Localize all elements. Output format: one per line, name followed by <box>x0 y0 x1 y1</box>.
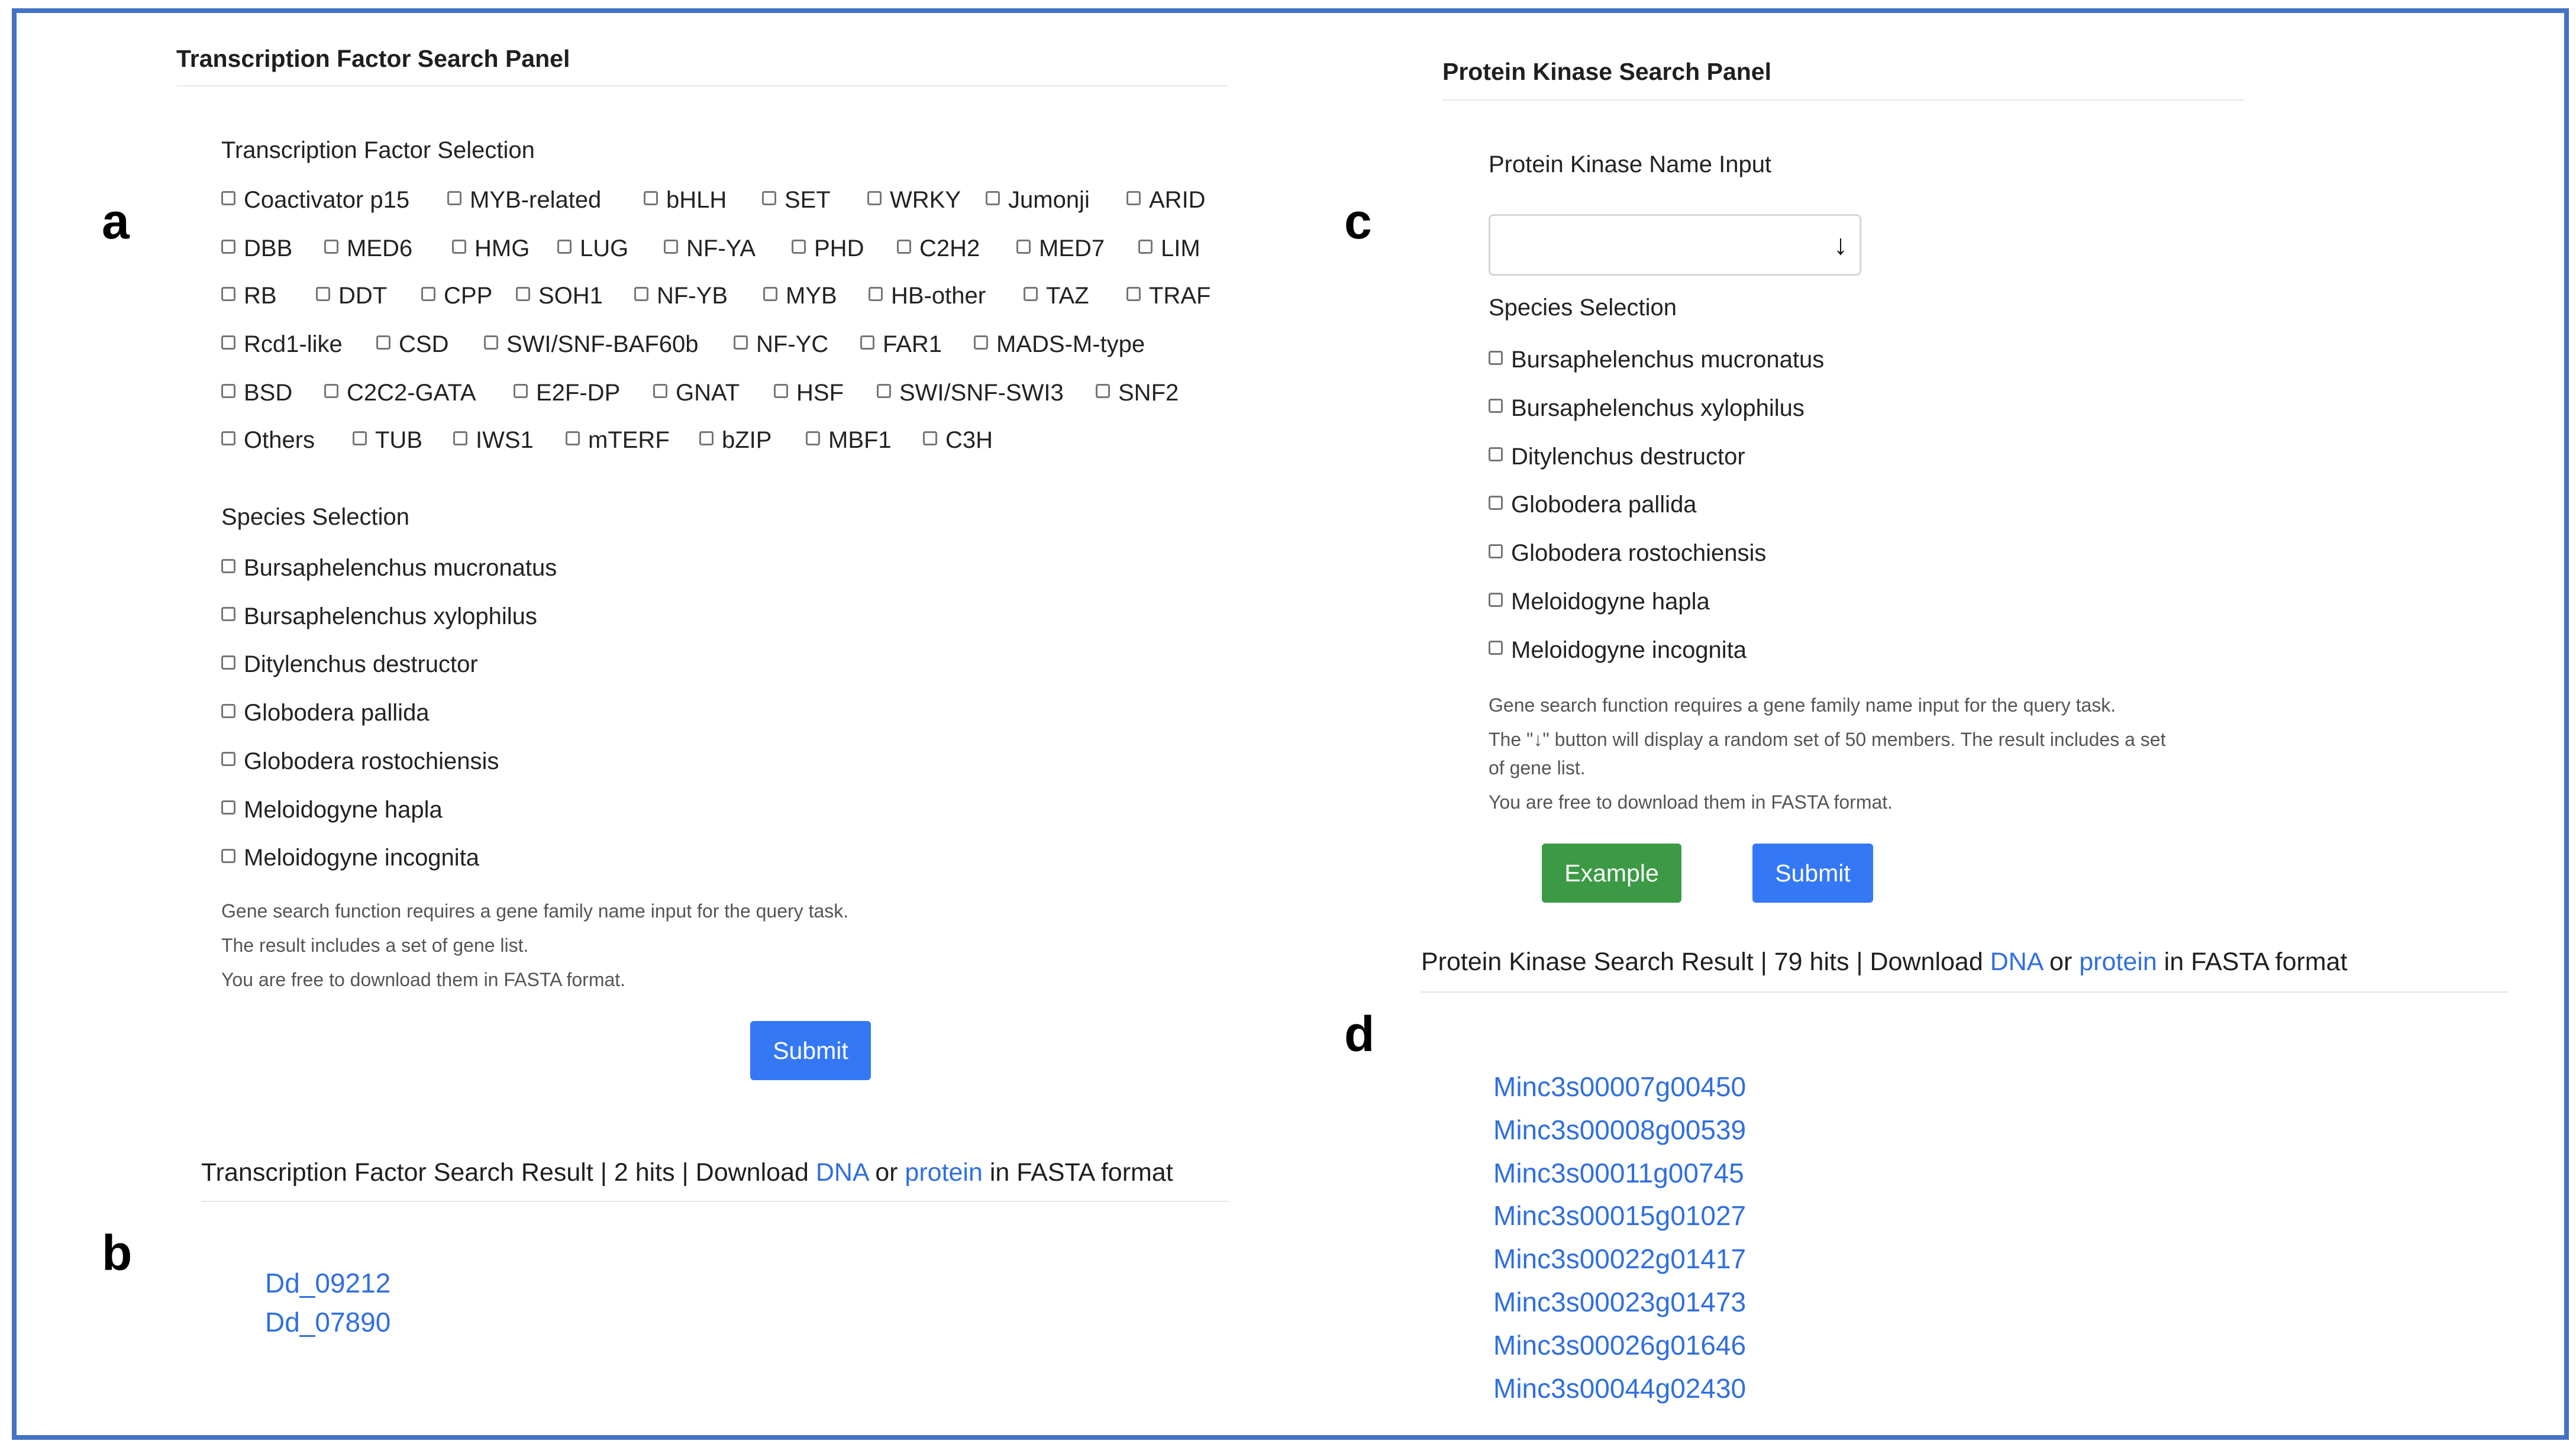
pk-example-button[interactable]: Example <box>1542 844 1681 903</box>
tf-label: E2F-DP <box>536 380 621 406</box>
tf-checkbox[interactable] <box>734 335 748 350</box>
tf-label: MYB-related <box>470 187 602 213</box>
tf-checkbox[interactable] <box>923 431 937 445</box>
pk-result-or: or <box>2042 948 2080 976</box>
tf-option[interactable] <box>316 283 387 309</box>
tf-checkbox[interactable] <box>792 240 806 254</box>
tf-option[interactable] <box>221 380 292 406</box>
tf-species-checkbox[interactable] <box>221 704 235 718</box>
tf-option[interactable] <box>484 331 699 358</box>
tf-gene-link[interactable]: Dd_07890 <box>265 1307 391 1337</box>
tf-label: CPP <box>444 283 493 309</box>
tf-label: HB-other <box>891 283 986 309</box>
pk-gene-link[interactable]: Minc3s00022g01417 <box>1493 1243 1747 1275</box>
tf-option[interactable] <box>557 235 628 262</box>
pk-help-line-4: You are free to download them in FASTA format. <box>1489 791 1893 813</box>
tf-species-option[interactable] <box>221 651 478 678</box>
tf-checkbox[interactable] <box>762 191 776 205</box>
tf-checkbox[interactable] <box>867 191 882 205</box>
tf-label: LIM <box>1161 235 1200 261</box>
tf-result-suffix: in FASTA format <box>982 1158 1173 1187</box>
tf-option[interactable] <box>774 380 844 406</box>
tf-option[interactable] <box>353 427 422 454</box>
tf-checkbox[interactable] <box>221 431 235 445</box>
tf-option[interactable] <box>644 187 727 214</box>
tf-species-checkbox[interactable] <box>221 559 235 573</box>
tf-label: bZIP <box>722 427 772 453</box>
tf-species-label: Meloidogyne incognita <box>244 845 480 871</box>
tf-label: IWS1 <box>476 427 534 453</box>
tf-label: SNF2 <box>1118 380 1179 406</box>
tf-option[interactable] <box>376 331 448 358</box>
tf-option[interactable] <box>1126 283 1210 309</box>
pk-species-checkbox[interactable] <box>1489 351 1503 365</box>
tf-option[interactable] <box>877 380 1064 406</box>
tf-label: MBF1 <box>828 427 892 453</box>
pk-species-checkbox[interactable] <box>1489 641 1503 655</box>
tf-label: Rcd1-like <box>244 331 343 357</box>
tf-checkbox[interactable] <box>653 384 667 398</box>
pk-download-protein-link[interactable]: protein <box>2079 948 2157 976</box>
tf-option[interactable] <box>1016 235 1105 262</box>
pk-species-label: Species Selection <box>1489 295 1677 321</box>
tf-checkbox[interactable] <box>447 191 461 205</box>
tf-checkbox[interactable] <box>763 287 777 301</box>
tf-checkbox[interactable] <box>376 335 390 350</box>
tf-checkbox[interactable] <box>421 287 435 301</box>
tf-checkbox[interactable] <box>644 191 658 205</box>
tf-species-label: Ditylenchus destructor <box>244 651 478 678</box>
tf-option[interactable] <box>634 283 728 309</box>
pk-species-checkbox[interactable] <box>1489 496 1503 510</box>
pk-species-label: Bursaphelenchus xylophilus <box>1511 395 1805 421</box>
tf-species-checkbox[interactable] <box>221 800 235 815</box>
pk-species-option[interactable] <box>1489 637 1747 664</box>
tf-result-divider <box>201 1201 1228 1202</box>
tf-option[interactable] <box>221 283 277 309</box>
tf-option[interactable] <box>867 187 961 214</box>
tf-help-line-3: You are free to download them in FASTA format. <box>221 969 626 990</box>
tf-label: C2H2 <box>919 235 980 261</box>
pk-species-option[interactable] <box>1489 347 1824 373</box>
tf-checkbox[interactable] <box>484 335 498 350</box>
tf-help-line-2: The result includes a set of gene list. <box>221 935 529 956</box>
tf-label: SWI/SNF-SWI3 <box>899 380 1064 406</box>
tf-option[interactable] <box>869 283 986 309</box>
tf-option[interactable] <box>762 187 831 214</box>
tf-label: NF-YB <box>657 283 728 309</box>
tf-option[interactable] <box>763 283 837 309</box>
tf-label: MYB <box>786 283 837 309</box>
tf-species-option[interactable] <box>221 603 537 630</box>
tf-checkbox[interactable] <box>324 240 338 254</box>
pk-gene-link[interactable]: Minc3s00007g00450 <box>1493 1071 1747 1102</box>
tf-label: GNAT <box>676 380 740 406</box>
tf-option[interactable] <box>221 427 315 454</box>
pk-species-checkbox[interactable] <box>1489 447 1503 461</box>
pk-gene-link[interactable]: Minc3s00011g00745 <box>1493 1157 1744 1188</box>
pk-gene-link[interactable]: Minc3s00015g01027 <box>1493 1200 1747 1232</box>
tf-submit-button[interactable]: Submit <box>750 1021 871 1080</box>
tf-checkbox[interactable] <box>664 240 678 254</box>
tf-checkbox[interactable] <box>1024 287 1038 301</box>
tf-species-label: Bursaphelenchus xylophilus <box>244 603 537 629</box>
tf-label: SET <box>785 187 831 213</box>
pk-help-line-2: The "↓" button will display a random set of 50 members. The result includes a set <box>1489 729 2166 750</box>
tf-checkbox[interactable] <box>860 335 874 350</box>
panel-label-b: b <box>102 1225 133 1281</box>
tf-option[interactable] <box>514 380 620 406</box>
tf-label: MADS-M-type <box>996 331 1145 357</box>
tf-option[interactable] <box>447 187 601 214</box>
tf-checkbox[interactable] <box>1126 191 1141 205</box>
tf-checkbox[interactable] <box>699 431 714 445</box>
tf-checkbox[interactable] <box>316 287 330 301</box>
tf-option[interactable] <box>421 283 492 309</box>
tf-checkbox[interactable] <box>634 287 648 301</box>
tf-option[interactable] <box>923 427 993 454</box>
tf-label: RB <box>244 283 277 309</box>
tf-option[interactable] <box>734 331 828 358</box>
tf-label: TUB <box>375 427 422 453</box>
arrow-down-icon[interactable]: ↓ <box>1833 230 1848 261</box>
tf-result-title <box>201 1158 1173 1187</box>
tf-label: NF-YC <box>756 331 829 357</box>
panel-label-c: c <box>1344 193 1372 249</box>
tf-option[interactable] <box>792 235 864 262</box>
pk-panel-divider <box>1442 99 2245 101</box>
tf-label: WRKY <box>890 187 961 213</box>
tf-checkbox[interactable] <box>453 431 467 445</box>
tf-checkbox[interactable] <box>974 335 988 350</box>
tf-option[interactable] <box>664 235 756 262</box>
tf-option[interactable] <box>974 331 1145 358</box>
tf-gene-link[interactable]: Dd_09212 <box>265 1268 391 1298</box>
pk-gene-link[interactable]: Minc3s00023g01473 <box>1493 1287 1747 1317</box>
pk-species-label: Bursaphelenchus mucronatus <box>1511 347 1825 373</box>
tf-option[interactable] <box>806 427 892 454</box>
tf-checkbox[interactable] <box>353 431 367 445</box>
tf-species-label: Globodera pallida <box>244 700 430 726</box>
tf-label: LUG <box>580 235 629 261</box>
tf-option[interactable] <box>452 235 530 262</box>
pk-name-select[interactable] <box>1489 214 1861 276</box>
tf-label: CSD <box>399 331 449 357</box>
tf-species-option[interactable] <box>221 748 499 775</box>
tf-checkbox[interactable] <box>897 240 911 254</box>
tf-option[interactable] <box>699 427 771 454</box>
pk-submit-button[interactable]: Submit <box>1752 844 1873 903</box>
pk-species-option[interactable] <box>1489 589 1710 615</box>
tf-checkbox[interactable] <box>1096 384 1110 398</box>
pk-species-option[interactable] <box>1489 395 1805 422</box>
tf-label: SWI/SNF-BAF60b <box>506 331 699 357</box>
tf-option[interactable] <box>566 427 670 454</box>
tf-checkbox[interactable] <box>514 384 528 398</box>
tf-checkbox[interactable] <box>221 287 235 301</box>
tf-species-label: Meloidogyne hapla <box>244 796 443 823</box>
tf-label: Coactivator p15 <box>244 187 410 213</box>
pk-panel-title: Protein Kinase Search Panel <box>1442 58 1772 85</box>
tf-checkbox[interactable] <box>806 431 820 445</box>
pk-help-line-1: Gene search function requires a gene family name input for the query task. <box>1489 694 2116 716</box>
pk-result-prefix: Protein Kinase Search Result | 79 hits | Download <box>1421 948 1990 976</box>
tf-option[interactable] <box>516 283 603 309</box>
tf-label: MED7 <box>1039 235 1105 261</box>
pk-species-checkbox[interactable] <box>1489 593 1503 607</box>
tf-panel-title: Transcription Factor Search Panel <box>176 45 570 72</box>
tf-result-or: or <box>868 1158 905 1187</box>
pk-result-suffix: in FASTA format <box>2157 948 2348 976</box>
tf-option[interactable] <box>221 235 292 262</box>
tf-species-checkbox[interactable] <box>221 607 235 621</box>
tf-option[interactable] <box>221 187 409 214</box>
tf-label: FAR1 <box>883 331 942 357</box>
pk-species-label: Ditylenchus destructor <box>1511 443 1745 470</box>
tf-species-option[interactable] <box>221 845 479 871</box>
tf-label: HMG <box>474 235 530 261</box>
tf-checkbox[interactable] <box>566 431 580 445</box>
tf-label: DDT <box>338 283 388 309</box>
tf-download-protein-link[interactable]: protein <box>905 1158 983 1187</box>
tf-species-option[interactable] <box>221 700 430 726</box>
tf-label: Jumonji <box>1008 187 1090 213</box>
tf-selection-label: Transcription Factor Selection <box>221 137 535 163</box>
tf-option[interactable] <box>897 235 980 262</box>
pk-name-label: Protein Kinase Name Input <box>1489 151 1772 177</box>
tf-checkbox[interactable] <box>1016 240 1031 254</box>
tf-species-option[interactable] <box>221 797 443 823</box>
pk-species-checkbox[interactable] <box>1489 544 1503 558</box>
tf-label: bHLH <box>666 187 727 213</box>
pk-species-label: Globodera pallida <box>1511 492 1697 518</box>
tf-help-line-1: Gene search function requires a gene family name input for the query task. <box>221 900 849 922</box>
tf-checkbox[interactable] <box>221 240 235 254</box>
tf-option[interactable] <box>1126 187 1206 214</box>
tf-species-label: Bursaphelenchus mucronatus <box>244 555 557 581</box>
tf-checkbox[interactable] <box>986 191 1000 205</box>
pk-species-option[interactable] <box>1489 444 1745 470</box>
tf-checkbox[interactable] <box>221 191 235 205</box>
tf-label: Others <box>244 427 315 453</box>
pk-species-label: Meloidogyne hapla <box>1511 589 1710 615</box>
tf-species-option[interactable] <box>221 555 557 581</box>
tf-checkbox[interactable] <box>1126 287 1141 301</box>
tf-checkbox[interactable] <box>557 240 572 254</box>
tf-label: DBB <box>244 235 293 261</box>
tf-checkbox[interactable] <box>1138 240 1153 254</box>
pk-result-title <box>1421 948 2348 977</box>
tf-label: ARID <box>1149 187 1206 213</box>
tf-checkbox[interactable] <box>452 240 466 254</box>
tf-label: C3H <box>945 427 993 453</box>
pk-species-label: Meloidogyne incognita <box>1511 637 1747 663</box>
tf-option[interactable] <box>453 427 534 454</box>
tf-checkbox[interactable] <box>221 384 235 398</box>
pk-species-label: Globodera rostochiensis <box>1511 540 1767 567</box>
tf-option[interactable] <box>1138 235 1200 262</box>
tf-label: PHD <box>814 235 864 261</box>
tf-species-label: Globodera rostochiensis <box>244 748 499 774</box>
tf-checkbox[interactable] <box>869 287 883 301</box>
pk-gene-link[interactable]: Minc3s00008g00539 <box>1493 1114 1747 1145</box>
pk-species-option[interactable] <box>1489 540 1766 567</box>
tf-species-checkbox[interactable] <box>221 849 235 863</box>
tf-option[interactable] <box>324 380 476 406</box>
tf-label: C2C2-GATA <box>347 380 476 406</box>
tf-option[interactable] <box>860 331 942 358</box>
pk-download-dna-link[interactable]: DNA <box>1990 948 2043 976</box>
tf-label: NF-YA <box>686 235 756 261</box>
tf-download-dna-link[interactable]: DNA <box>815 1158 869 1187</box>
tf-checkbox[interactable] <box>324 384 338 398</box>
tf-label: HSF <box>796 380 844 406</box>
pk-help-line-3: of gene list. <box>1489 757 1586 778</box>
pk-gene-link[interactable]: Minc3s00044g02430 <box>1493 1372 1747 1404</box>
tf-label: TRAF <box>1149 283 1211 309</box>
tf-species-checkbox[interactable] <box>221 752 235 766</box>
tf-option[interactable] <box>986 187 1090 214</box>
tf-label: TAZ <box>1046 283 1089 309</box>
tf-checkbox[interactable] <box>774 384 788 398</box>
tf-label: BSD <box>244 380 293 406</box>
tf-panel-divider <box>176 85 1228 86</box>
tf-checkbox[interactable] <box>221 335 235 350</box>
tf-checkbox[interactable] <box>877 384 891 398</box>
tf-option[interactable] <box>653 380 740 406</box>
pk-gene-link[interactable]: Minc3s00026g01646 <box>1493 1329 1747 1361</box>
tf-option[interactable] <box>1024 283 1089 309</box>
tf-option[interactable] <box>324 235 412 262</box>
tf-checkbox[interactable] <box>516 287 530 301</box>
pk-result-divider <box>1421 991 2509 993</box>
pk-species-checkbox[interactable] <box>1489 399 1503 413</box>
panel-label-a: a <box>102 193 130 249</box>
tf-label: mTERF <box>588 427 670 453</box>
tf-option[interactable] <box>221 331 343 358</box>
tf-label: SOH1 <box>538 283 603 309</box>
tf-label: MED6 <box>347 235 413 261</box>
panel-label-d: d <box>1344 1006 1375 1062</box>
tf-result-prefix: Transcription Factor Search Result | 2 hits | Download <box>201 1158 816 1187</box>
pk-species-option[interactable] <box>1489 492 1697 518</box>
tf-option[interactable] <box>1096 380 1179 406</box>
tf-species-checkbox[interactable] <box>221 655 235 670</box>
tf-species-label: Species Selection <box>221 504 409 530</box>
